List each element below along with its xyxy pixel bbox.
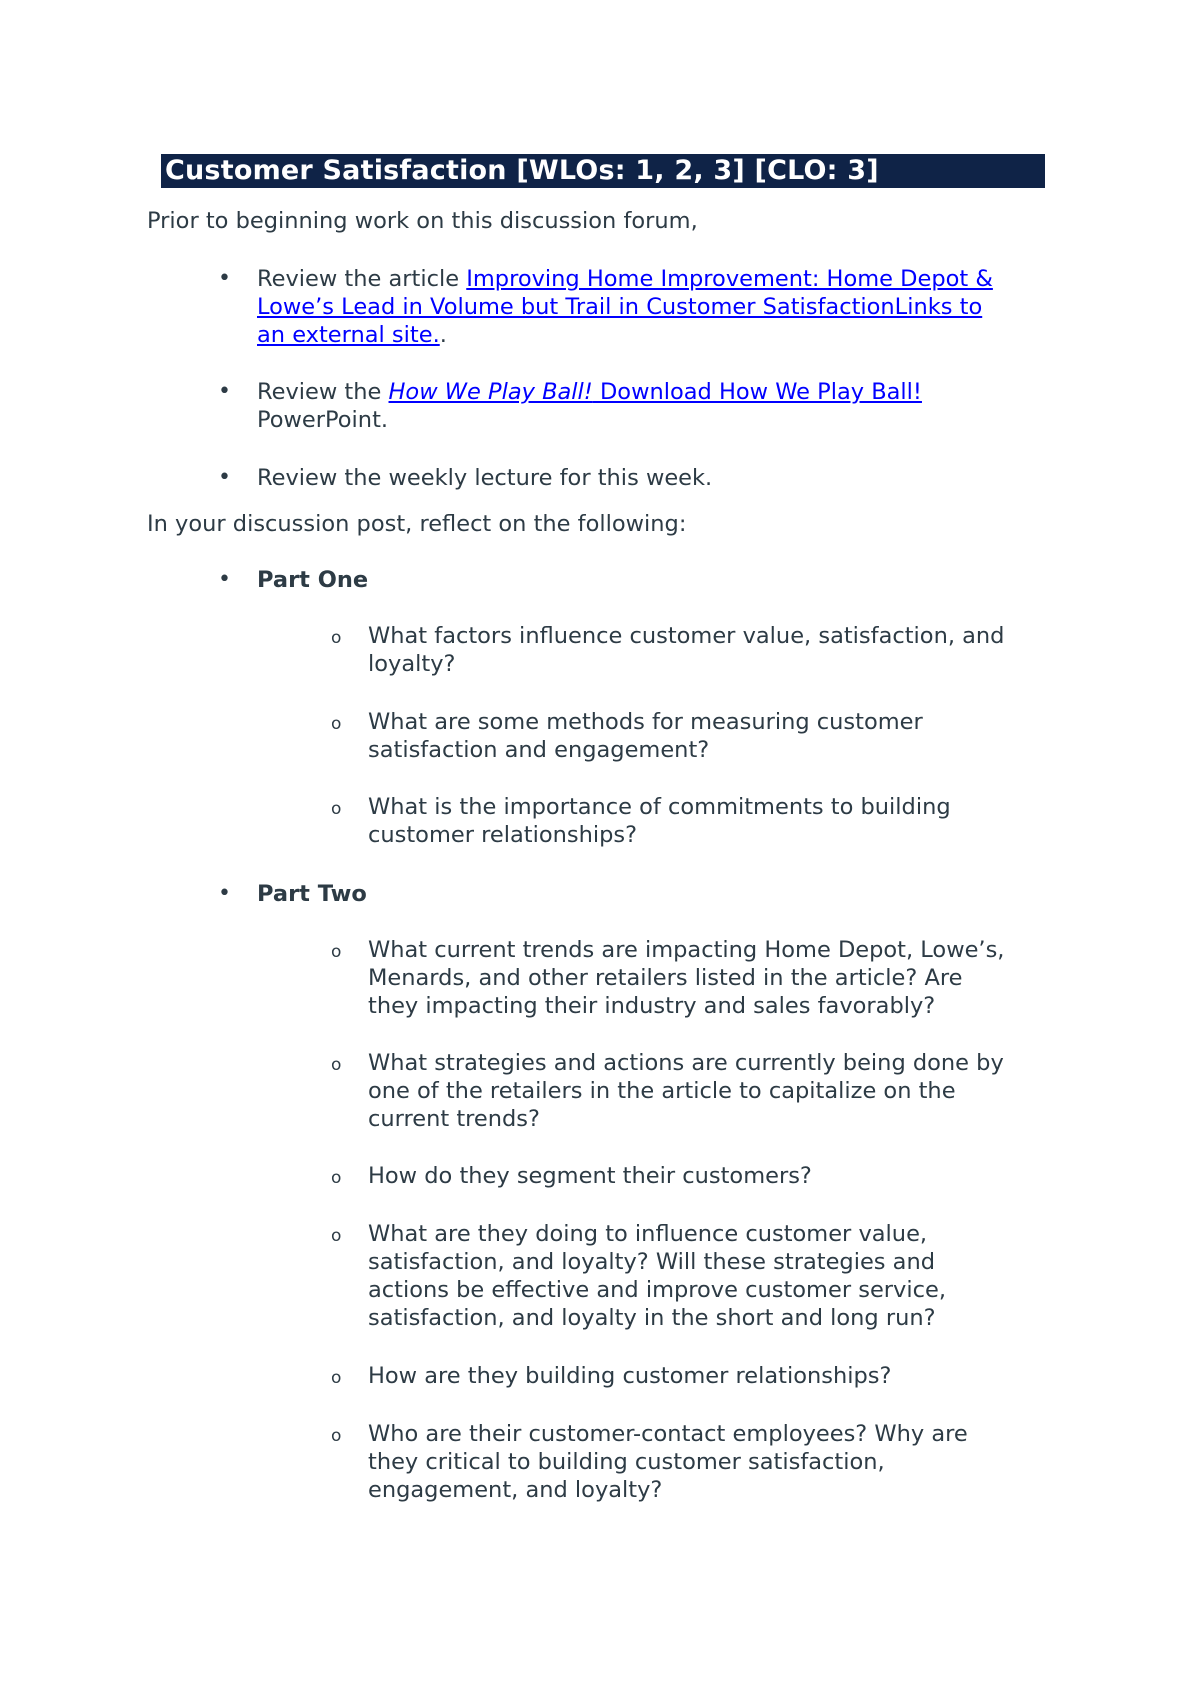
article-suffix: . [439, 322, 447, 348]
article-link-part2[interactable]: Lowe’s Lead in Volume but Trail in Customer SatisfactionLinks to [257, 294, 983, 320]
external-site-link[interactable]: an external site. [257, 322, 440, 348]
ppt-title-link[interactable]: How We Play Ball! [388, 379, 593, 405]
sub-marker: o [331, 1368, 342, 1388]
part-two-question-2: What strategies and actions are currently being done by one of the retailers in the article to capitalize on the current trends? [368, 1050, 1004, 1132]
bullet-marker: • [218, 465, 231, 490]
part-two-question-5: How are they building customer relationships? [368, 1363, 892, 1389]
sub-marker: o [331, 1226, 342, 1246]
page-title: Customer Satisfaction [WLOs: 1, 2, 3] [CLO: 3] [165, 155, 879, 186]
sub-marker: o [331, 799, 342, 819]
bullet-marker: • [218, 881, 231, 906]
sub-marker: o [331, 628, 342, 648]
part-one-title: Part One [257, 567, 369, 593]
sub-marker: o [331, 1055, 342, 1075]
intro-paragraph: Prior to beginning work on this discussion forum, [147, 208, 698, 234]
ppt-line-2: PowerPoint. [257, 407, 389, 433]
sub-marker: o [331, 1426, 342, 1446]
review-powerpoint-item [257, 378, 1077, 434]
sub-marker: o [331, 1168, 342, 1188]
part-two-title: Part Two [257, 881, 367, 907]
reflect-paragraph: In your discussion post, reflect on the following: [147, 511, 687, 537]
part-two-question-3: How do they segment their customers? [368, 1163, 812, 1189]
sub-marker: o [331, 942, 342, 962]
article-prefix: Review the article [257, 266, 467, 292]
part-one-question-2: What are some methods for measuring customer satisfaction and engagement? [368, 709, 923, 763]
bullet-marker: • [218, 266, 231, 291]
bullet-marker: • [218, 567, 231, 592]
part-two-question-6: Who are their customer-contact employees? Why are they critical to building customer satisfaction, engagement, and loyalty? [368, 1421, 968, 1503]
part-one-question-1: What factors influence customer value, satisfaction, and loyalty? [368, 623, 1005, 677]
heading-banner [161, 154, 1045, 188]
review-lecture-item: Review the weekly lecture for this week. [257, 465, 713, 491]
sub-marker: o [331, 714, 342, 734]
ppt-prefix: Review the [257, 379, 389, 405]
part-two-question-1: What current trends are impacting Home Depot, Lowe’s, Menards, and other retailers listed in the article? Are they impacting their industry and sales favorably? [368, 937, 1005, 1019]
bullet-marker: • [218, 379, 231, 404]
review-article-item [257, 265, 1077, 349]
part-one-question-3: What is the importance of commitments to building customer relationships? [368, 794, 951, 848]
ppt-download-link[interactable]: Download How We Play Ball! [592, 379, 922, 405]
part-two-question-4: What are they doing to influence customer value, satisfaction, and loyalty? Will these strategies and actions be effective and improve customer service, satisfaction, and loyalty in the short and long run? [368, 1221, 946, 1331]
article-link-part1[interactable]: Improving Home Improvement: Home Depot & [466, 266, 993, 292]
